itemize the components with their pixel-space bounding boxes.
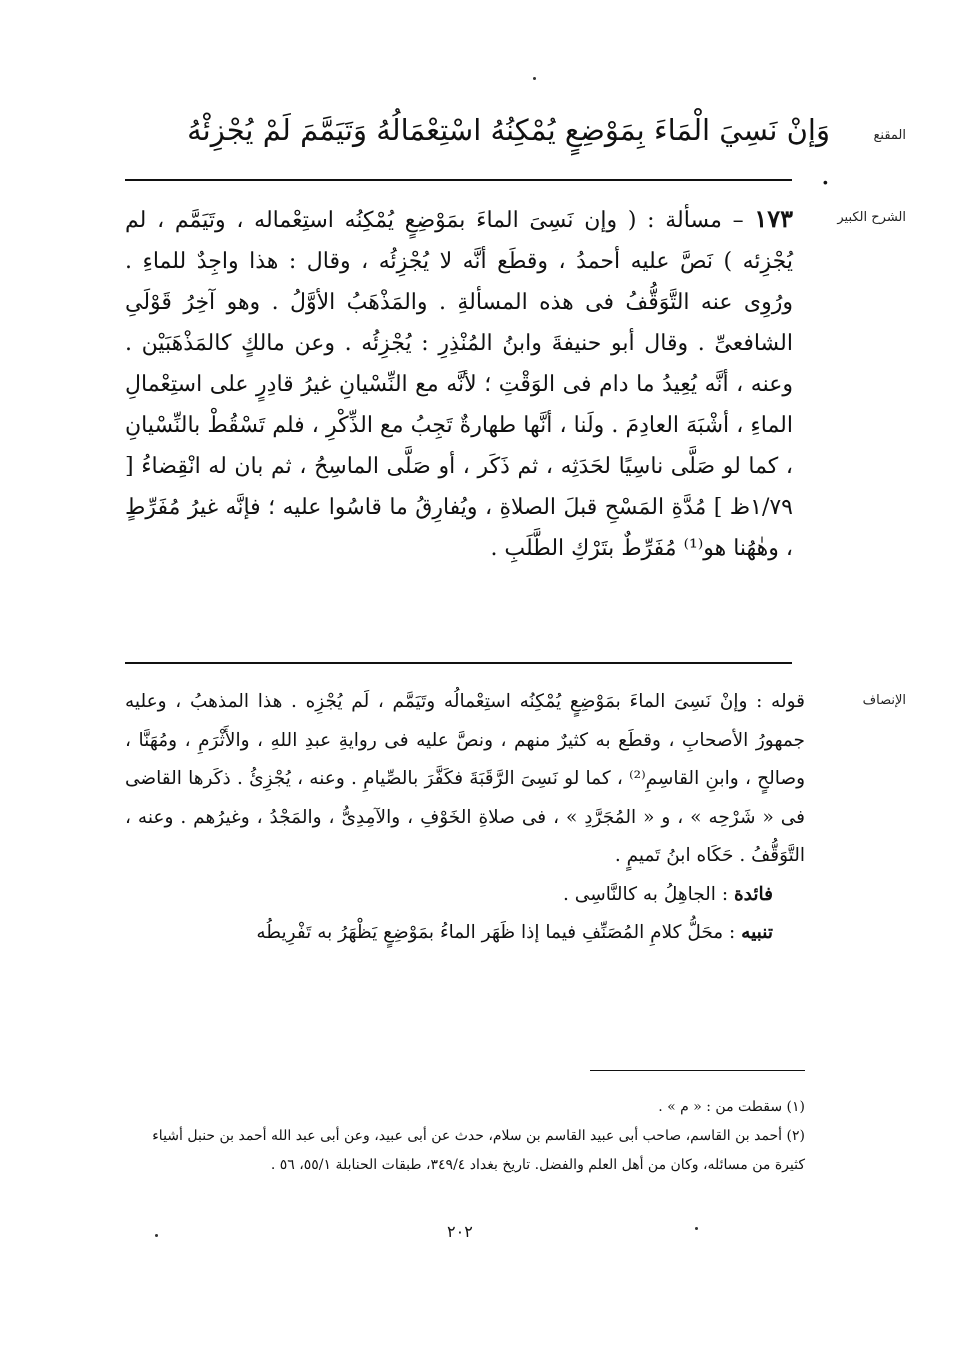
footnotes <box>125 1093 805 1180</box>
insaf-paragraph: قوله : وإنْ نَسِىَ الماءَ بمَوْضِعٍ يُمْكِنُه استِعْمالُه وتَيَمَّم ، لَم يُجْزِه . هذا المذهبُ ، وعليه جمهورُ الأصحابِ ، وقطَع به كثيرٌ منهم ، ونصَّ عليه فى روايةِ عبدِ اللهِ ، والأَثْرَمِ ، ومُهَنَّا ، وصالحٍ ، وابنِ القاسِمِ⁽²⁾ ، كما لو نَسِىَ الرَّقَبَةَ فكَفَّرَ بالصِّيامِ . وعنه ، يُجْزِئُ . ذكَرها القاضى فى « شَرْحِه » ، و « المُجَرَّدِ » ، فى صلاةِ الخَوْفِ ، والآمِدِىُّ ، والمَجْدُ ، وغيرُهم . وعنه ، التَّوَقُّفُ . حَكَاه ابنُ تَميمٍ . <box>125 691 806 866</box>
footnote-2: (٢) أحمد بن القاسم، صاحب أبى عبيد القاسم بن سلام، حدث عن أبى عبيد، وعن أبى عبد الله أحمد بن حنبل أشياء كثيرة من مسائله، وكان من أهل العلم والفضل. تاريخ بغداد ٣٤٩/٤، طبقات الحنابلة ٥٥/١، ٥٦ . <box>152 1128 805 1173</box>
sharh-paragraph <box>125 198 793 569</box>
divider-middle <box>125 662 792 664</box>
page-number: ٢٠٢ <box>447 1222 473 1241</box>
faida-text: : الجاهِلُ به كالنَّاسِى . <box>563 883 734 905</box>
scan-speck <box>695 1227 698 1230</box>
issue-number: ١٧٣ <box>754 204 793 233</box>
muqni-text: وَإنْ نَسِيَ الْمَاءَ بِمَوْضِعٍ يُمْكِنُهُ اسْتِعْمَالُهُ وَتَيَمَّمَ لَمْ يُجْزِئْهُ . <box>187 113 830 191</box>
insaf-section-label: الإنصاف <box>862 693 906 708</box>
tanbih-text: : محَلُّ كلامِ المُصَنِّفِ فيما إذا ظَهَر الماءُ بمَوْضِعٍ يَظْهَرُ به تَفْرِيطُه <box>256 922 742 943</box>
tanbih-paragraph <box>125 914 805 953</box>
muqni-section-label: المقنع <box>873 128 906 143</box>
scan-speck <box>533 77 536 80</box>
tanbih-label: تنبيه <box>741 922 773 943</box>
footnote-divider <box>590 1070 805 1071</box>
sharh-section-label: الشرح الكبير <box>837 210 906 225</box>
sharh-text: – مسألة : ( وإن نَسِىَ الماءَ بمَوْضِعٍ يُمْكِنُه استِعْماله ، وتَيَمَّم ، لم يُجْزِئه ) نَصَّ عليه أحمدُ ، وقطَع أنَّه لا يُجْزِئُه ، وقال : هذا واجِدٌ للماءِ . ورُوِى عنه التَّوَقُّفُ فى هذه المسألةِ . والمَذْهَبُ الأوَّلُ . وهو آخِرُ قَوْلَىِ الشافعىِّ . وقال أبو حنيفةَ وابنُ المُنْذِرِ : يُجْزِئُه . وعن مالكٍ كالمَذْهَبَيْن . وعنه ، أنَّه يُعِيدُ ما دام فى الوَقْتِ ؛ لأنَّه مع النِّسْيانِ غيرُ قادِرٍ على استِعْمالِ الماءِ ، أشْبَهَ العادِمَ . ولَنا ، أنَّها طهارةٌ تَجِبُ مع الذِّكْرِ ، فلم تَسْقُطْ بالنِّسْيانِ ، كما لو صَلَّى ناسِيًا لحَدَثِه ، ثم ذَكَر ، أو صَلَّى الماسِحُ ، ثم بان له انْقِضاءُ [ ١/٧٩ظ ] مُدَّةِ المَسْحِ قبلَ الصلاةِ ، ويُفارِقُ ما قاسُوا عليه ؛ فإنَّه غيرُ مُفَرِّطٍ ، وهٰهُنا هو⁽¹⁾ مُفَرِّطٌ بتَرْكِ الطَّلَبِ . <box>125 208 793 561</box>
divider-top <box>125 179 792 181</box>
sharh-body <box>125 198 793 569</box>
insaf-body <box>125 683 805 953</box>
faida-paragraph <box>125 876 805 915</box>
faida-label: فائدة <box>733 883 773 905</box>
footnote-1: (١) سقطت من : « م » . <box>658 1099 805 1115</box>
scan-speck <box>155 1234 158 1237</box>
